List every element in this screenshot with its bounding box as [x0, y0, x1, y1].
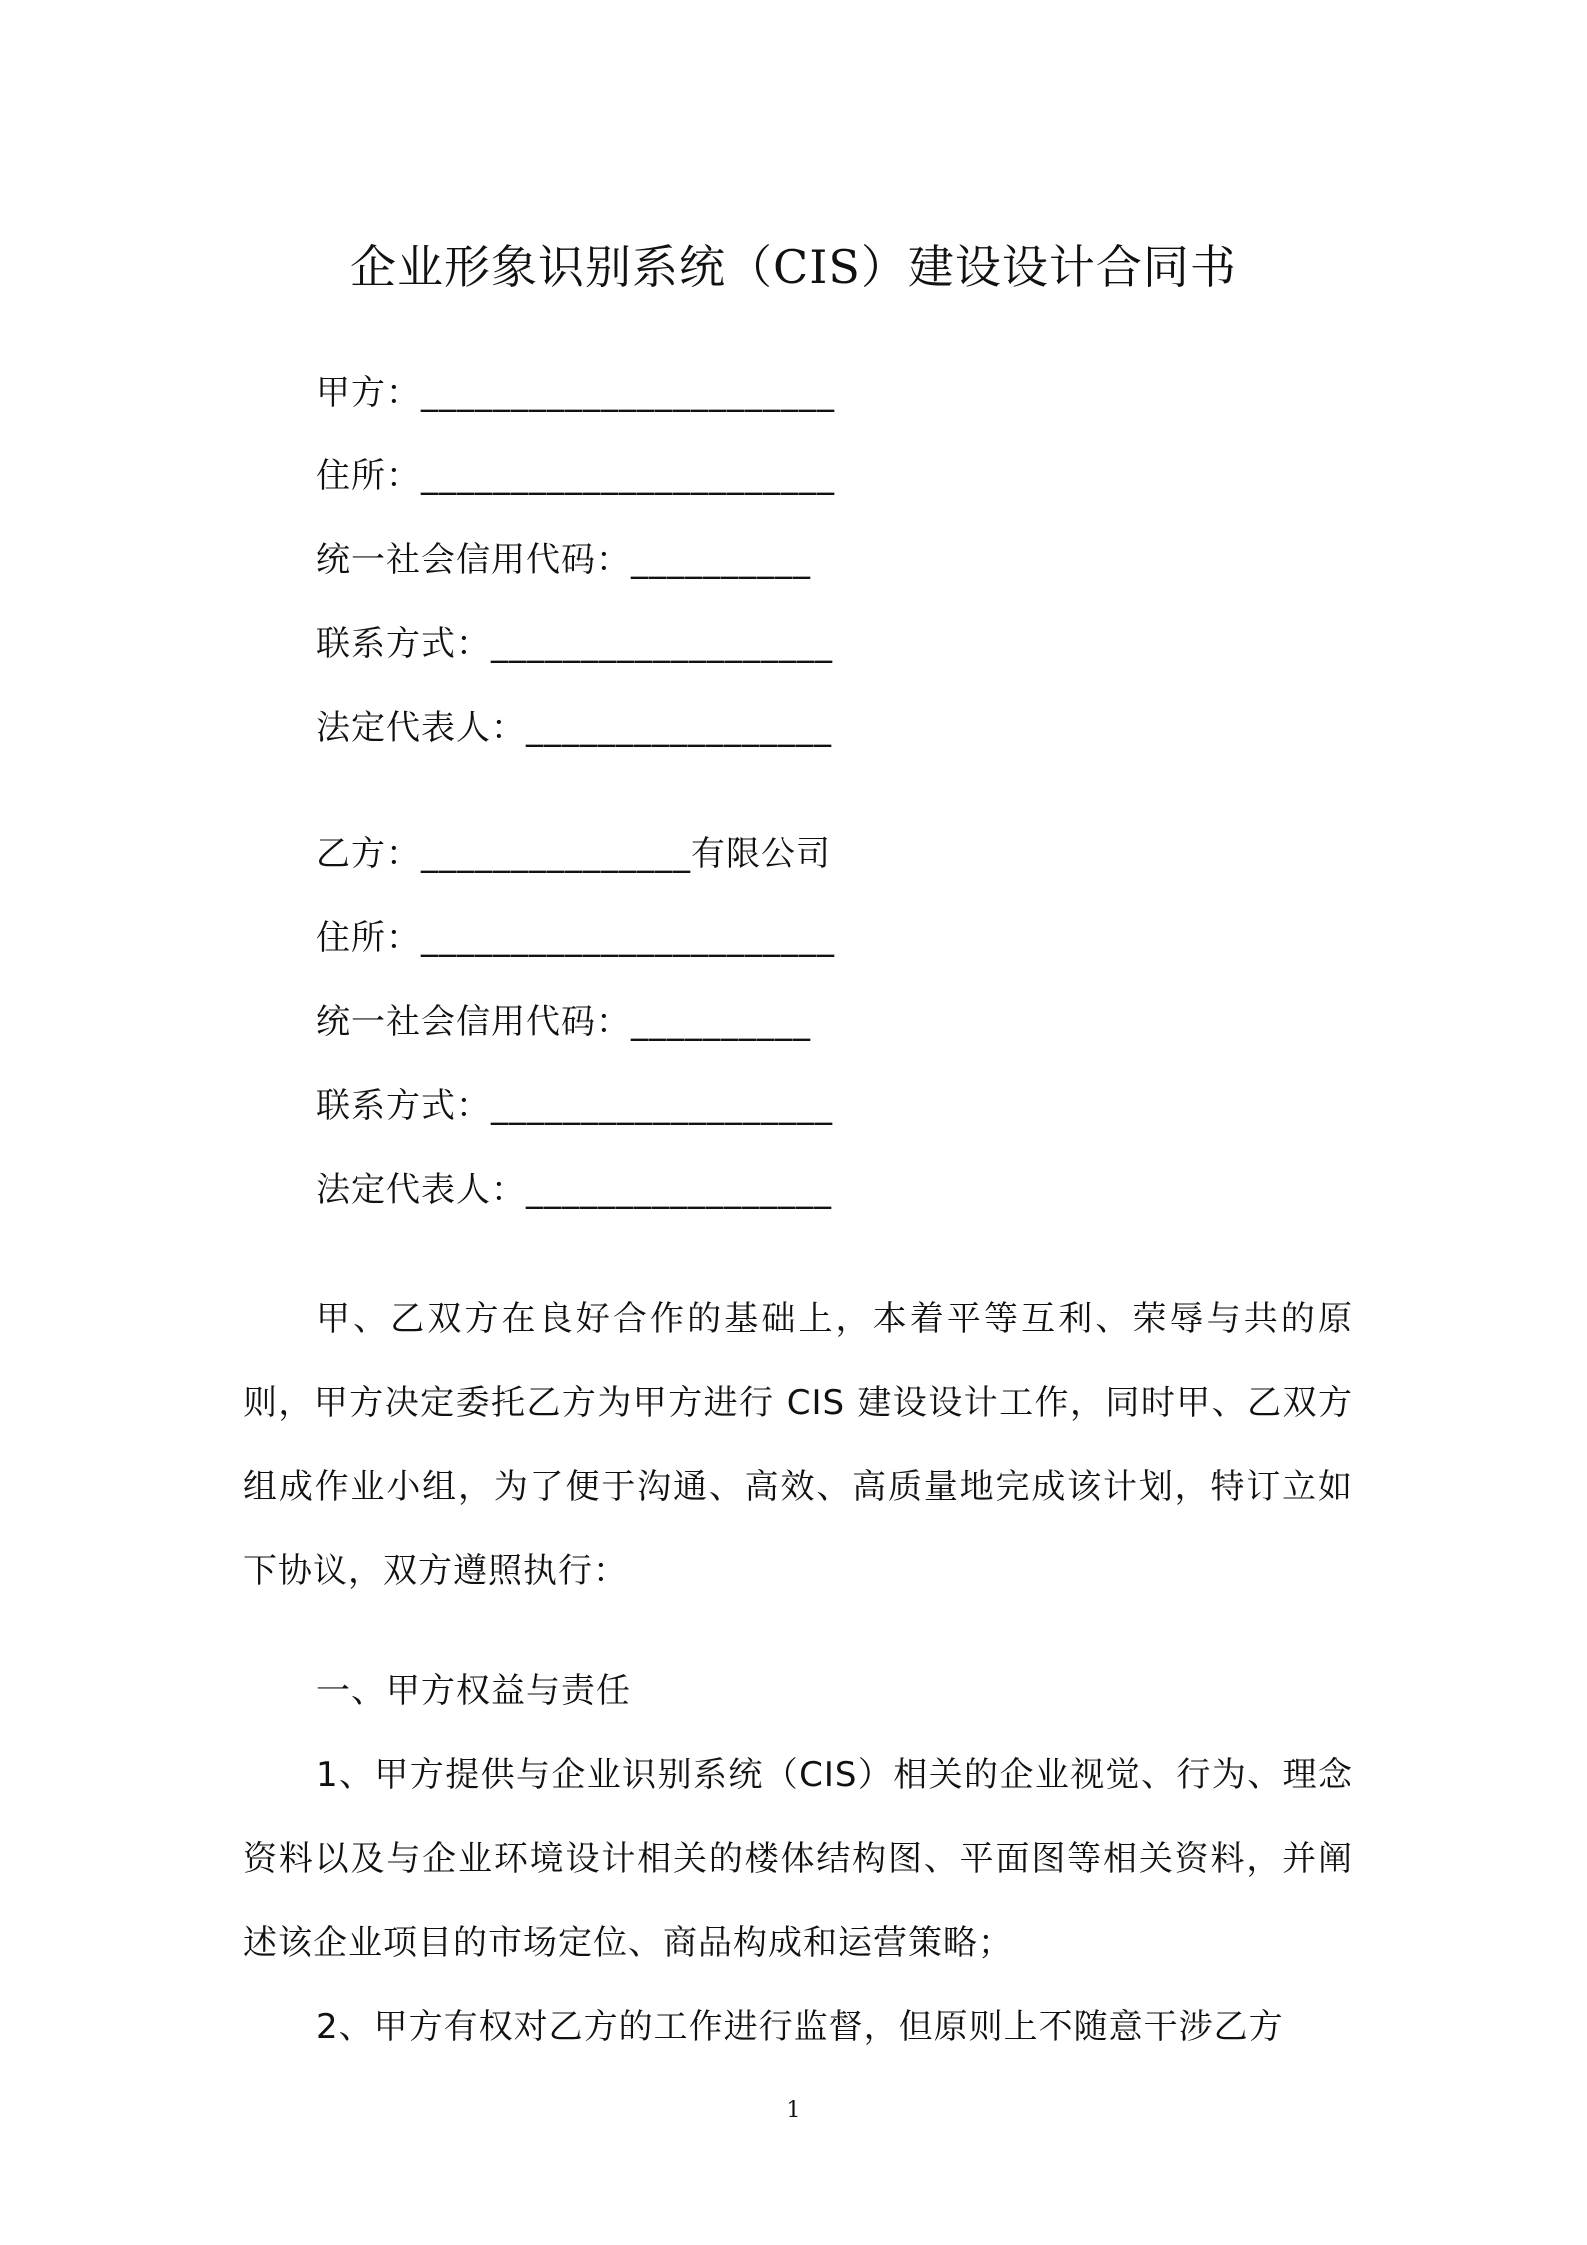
party-b-address: 住所：_______________________: [316, 918, 835, 958]
party-a-contact: 联系方式：___________________: [316, 624, 833, 664]
party-a-name: 甲方：_______________________: [316, 373, 835, 413]
party-b-contact: 联系方式：___________________: [316, 1086, 833, 1126]
page-number: 1: [786, 2098, 801, 2123]
section-heading-party-a-rights: 一、甲方权益与责任: [316, 1671, 631, 1711]
party-b-name: 乙方：_______________有限公司: [316, 834, 831, 874]
clause-2-paragraph: 2、甲方有权对乙方的工作进行监督，但原则上不随意干涉乙方: [316, 2007, 1284, 2047]
party-b-legal-rep: 法定代表人：_________________: [316, 1170, 832, 1210]
party-a-address: 住所：_______________________: [316, 456, 835, 496]
clause-1-paragraph: 1、甲方提供与企业识别系统（CIS）相关的企业视觉、行为、理念资料以及与企业环境设计相关的楼体结构图、平面图等相关资料，并阐述该企业项目的市场定位、商品构成和运营策略；: [243, 1755, 1353, 1963]
document-title: 企业形象识别系统（CIS）建设设计合同书: [350, 240, 1237, 294]
party-b-credit-code: 统一社会信用代码：__________: [316, 1002, 811, 1042]
party-a-credit-code: 统一社会信用代码：__________: [316, 540, 811, 580]
intro-paragraph: 甲、乙双方在良好合作的基础上，本着平等互利、荣辱与共的原则，甲方决定委托乙方为甲方进行 CIS 建设设计工作，同时甲、乙双方组成作业小组，为了便于沟通、高效、高质量地完成该计划，特订立如下协议，双方遵照执行：: [243, 1299, 1353, 1591]
party-a-legal-rep: 法定代表人：_________________: [316, 708, 832, 748]
